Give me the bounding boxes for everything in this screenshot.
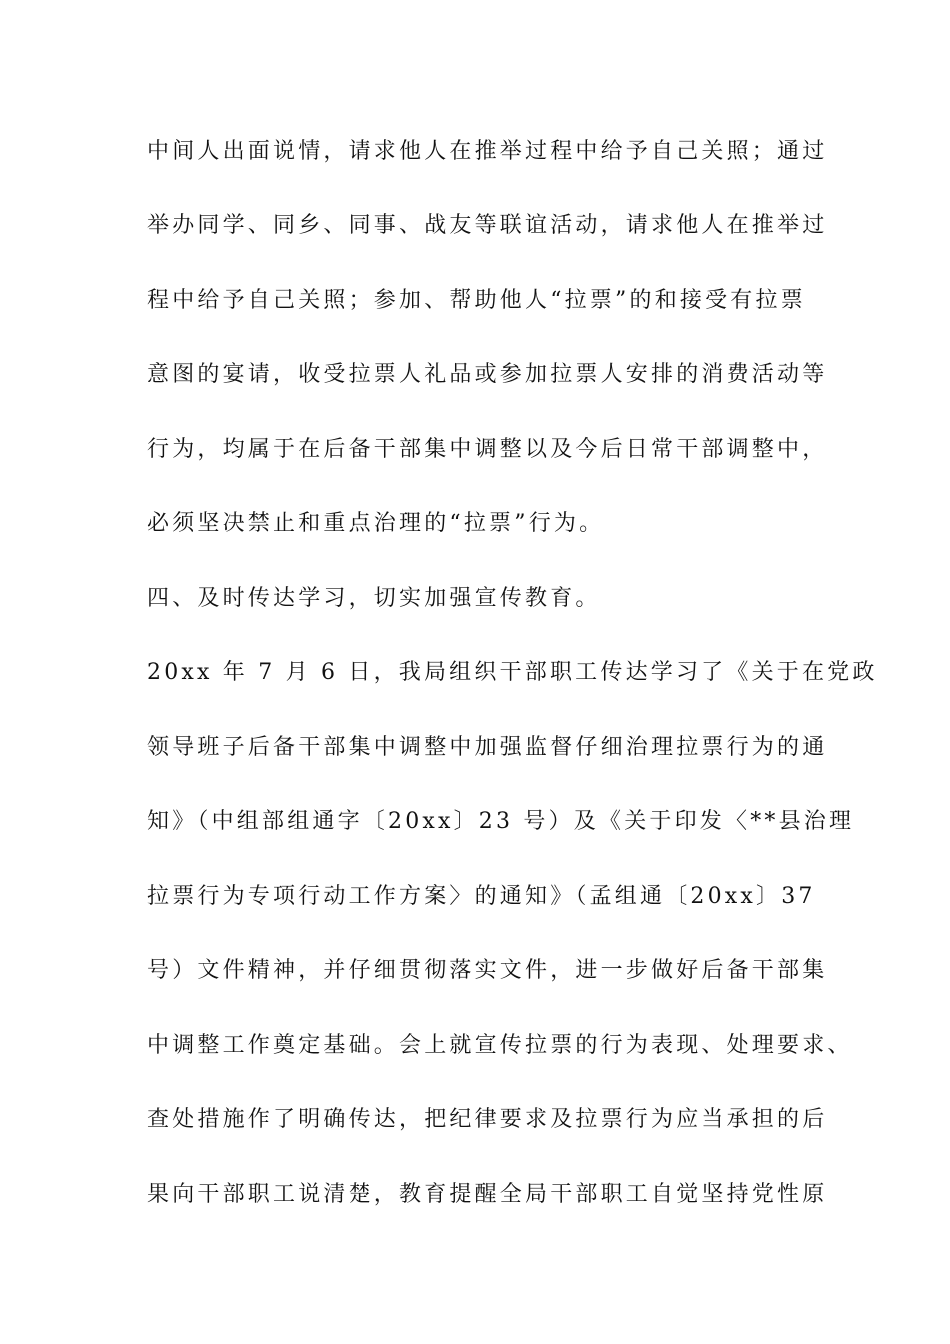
text-line: 果向干部职工说清楚，教育提醒全局干部职工自觉坚持党性原 — [147, 1182, 828, 1207]
text-line: 必须坚决禁止和重点治理的“拉票”行为。 — [147, 511, 605, 536]
section-heading: 四、及时传达学习，切实加强宣传教育。 — [147, 586, 601, 611]
text-line: 知》（中组部组通字〔20xx〕23 号）及《关于印发〈**县治理 — [147, 809, 855, 834]
text-line: 举办同学、同乡、同事、战友等联谊活动，请求他人在推举过 — [147, 213, 828, 238]
text-line: 中调整工作奠定基础。会上就宣传拉票的行为表现、处理要求、 — [147, 1033, 853, 1058]
text-line: 意图的宴请，收受拉票人礼品或参加拉票人安排的消费活动等 — [147, 362, 828, 387]
text-line: 中间人出面说情，请求他人在推举过程中给予自己关照；通过 — [147, 139, 828, 164]
text-line: 领导班子后备干部集中调整中加强监督仔细治理拉票行为的通 — [147, 735, 828, 760]
text-line: 查处措施作了明确传达，把纪律要求及拉票行为应当承担的后 — [147, 1107, 828, 1132]
text-line: 程中给予自己关照；参加、帮助他人“拉票”的和接受有拉票 — [147, 288, 806, 313]
text-line: 号）文件精神，并仔细贯彻落实文件，进一步做好后备干部集 — [147, 958, 828, 983]
text-line: 20xx 年 7 月 6 日，我局组织干部职工传达学习了《关于在党政 — [147, 660, 878, 685]
text-line: 拉票行为专项行动工作方案〉的通知》（孟组通〔20xx〕37 — [147, 884, 816, 909]
text-line: 行为，均属于在后备干部集中调整以及今后日常干部调整中， — [147, 437, 828, 462]
